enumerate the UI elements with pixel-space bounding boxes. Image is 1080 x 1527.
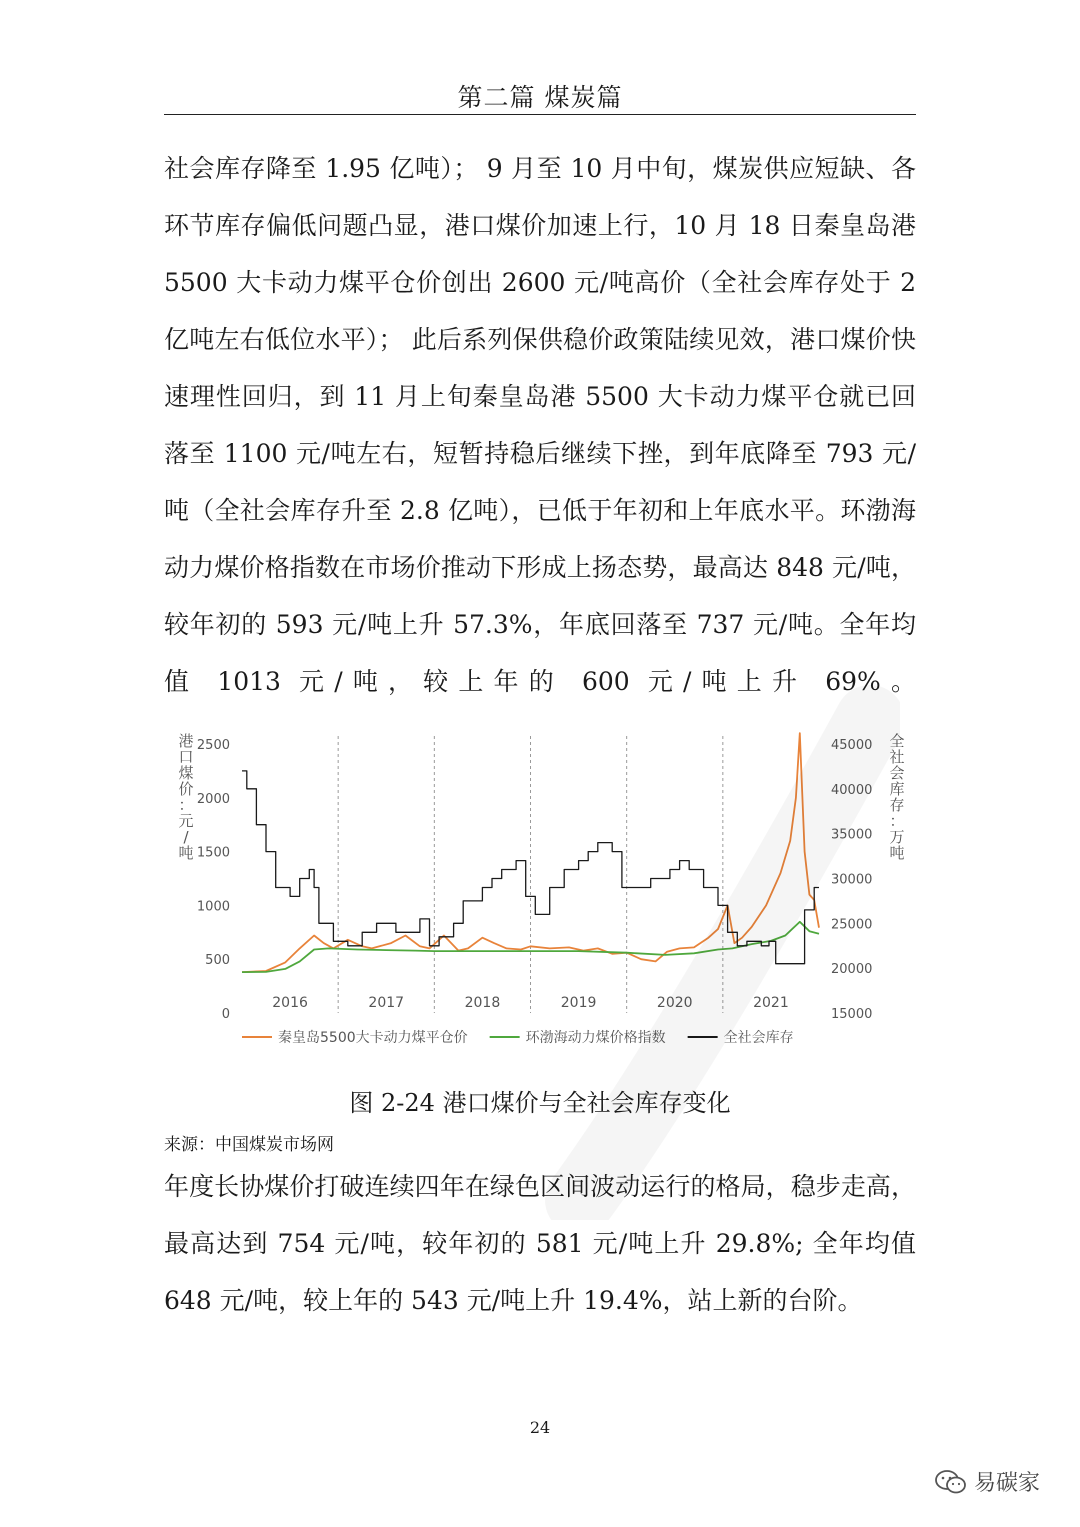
y2-tick-label: 30000 — [831, 872, 873, 888]
body-paragraph-1: 社会库存降至 1.95 亿吨）； 9 月至 10 月中旬，煤炭供应短缺、各环节库存偏低问题凸显，港口煤价加速上行，10 月 18 日秦皇岛港 5500 大卡动力煤平仓价创出 2600 元/吨高价（全社会库存处于 2 亿吨左右低位水平）； 此后系列保供稳价政策陆续见效，港口煤价快速理性回归，到 11 月上旬秦皇岛港 5500 大卡动力煤平仓就已回落至 1100 元/吨左右，短暂持稳后继续下挫，到年底降至 793 元/吨（全社会库存升至 2.8 亿吨），已低于年初和上年底水平。环渤海动力煤价格指数在市场价推动下形成上扬态势，最高达 848 元/吨，较年初的 593 元/吨上升 57.3%，年底回落至 737 元/吨。全年均值 1013 元/吨，较上年的 600 元/吨上升 69%。 — [164, 154, 916, 696]
legend-label: 秦皇岛5500大卡动力煤平仓价 — [278, 1030, 468, 1046]
x-tick-label: 2016 — [272, 995, 308, 1011]
figure-caption: 图 2-24 港口煤价与全社会库存变化 — [349, 1089, 731, 1117]
y2-axis-title: 全社会库存：万吨 — [889, 732, 905, 862]
running-header: 第二篇 煤炭篇 — [457, 83, 623, 112]
x-tick-label: 2018 — [464, 995, 501, 1011]
y-tick-label: 1000 — [196, 899, 230, 915]
x-tick-label: 2017 — [368, 995, 405, 1011]
y2-tick-label: 40000 — [831, 782, 873, 798]
brand-badge — [934, 1466, 1040, 1497]
brand-name: 易碳家 — [973, 1471, 1040, 1496]
coal-price-stock-chart — [164, 720, 916, 1065]
y-tick-label: 500 — [205, 953, 230, 969]
x-tick-label: 2021 — [753, 995, 789, 1011]
body-paragraph-2: 年度长协煤价打破连续四年在绿色区间波动运行的格局，稳步走高，最高达到 754 元/吨，较年初的 581 元/吨上升 29.8%; 全年均值 648 元/吨，较上年的 543 元/吨上升 19.4%，站上新的台阶。 — [164, 1172, 916, 1315]
figure-source: 来源：中国煤炭市场网 — [164, 1135, 334, 1155]
legend-label: 环渤海动力煤价格指数 — [525, 1030, 666, 1046]
y2-tick-label: 25000 — [831, 917, 873, 933]
y2-tick-label: 20000 — [831, 962, 873, 978]
y-tick-label: 2500 — [196, 738, 230, 753]
y2-tick-label: 45000 — [831, 738, 873, 753]
y2-tick-label: 35000 — [831, 827, 873, 843]
legend-label: 全社会库存 — [723, 1030, 794, 1046]
y2-tick-label: 15000 — [831, 1007, 873, 1022]
y-tick-label: 1500 — [196, 845, 230, 861]
wechat-icon — [934, 1469, 968, 1495]
y-tick-label: 0 — [221, 1007, 230, 1022]
x-tick-label: 2020 — [656, 995, 693, 1011]
header-rule — [164, 114, 916, 115]
x-tick-label: 2019 — [560, 995, 597, 1011]
y-axis-title: 港口煤价：元/吨 — [178, 732, 194, 862]
page-number: 24 — [529, 1418, 551, 1437]
y-tick-label: 2000 — [196, 791, 230, 807]
